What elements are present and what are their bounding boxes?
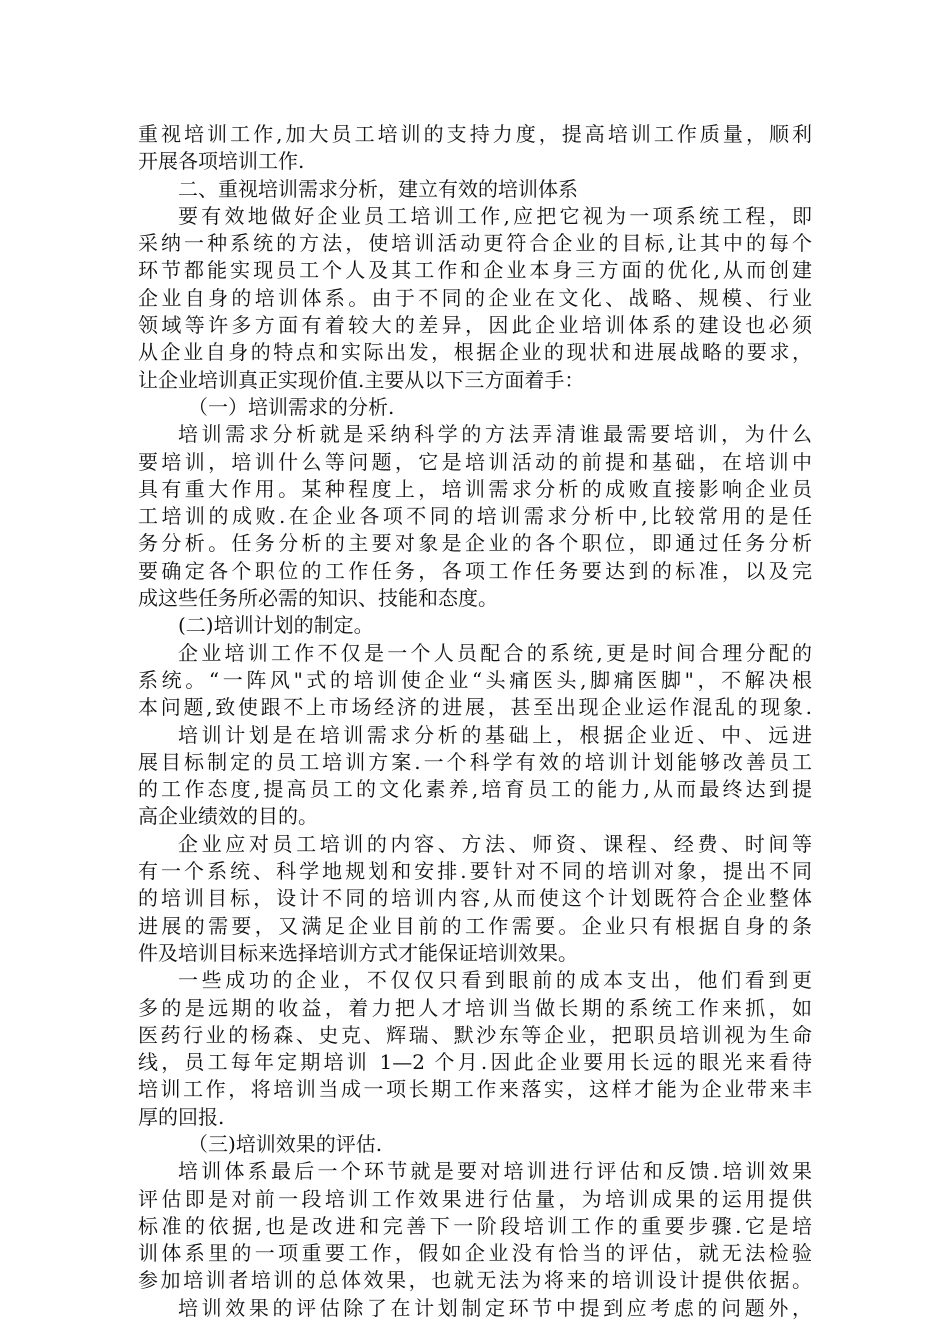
section-heading: 二、重视培训需求分析，建立有效的培训体系 [178,176,578,201]
text-line: 标准的依据,也是改进和完善下一阶段培训工作的重要步骤.它是培 [138,1213,812,1238]
section-heading: （三)培训效果的评估. [188,1131,383,1156]
text-line: 企业培训工作不仅是一个人员配合的系统,更是时间合理分配的 [178,640,812,665]
text-line: 培训工作，将培训当成一项长期工作来落实，这样才能为企业带来丰 [138,1077,812,1102]
text-line: 评估即是对前一段培训工作效果进行估量，为培训成果的运用提供 [138,1186,812,1211]
text-line: 本问题,致使跟不上市场经济的进展，甚至出现企业运作混乱的现象. [138,695,812,720]
section-heading: (二)培训计划的制定。 [178,613,374,638]
text-line: 从企业自身的特点和实际出发，根据企业的现状和进展战略的要求， [138,340,812,365]
text-line: 企业应对员工培训的内容、方法、师资、课程、经费、时间等 [178,831,812,856]
text-line: 具有重大作用。某种程度上，培训需求分析的成败直接影响企业员 [138,476,812,501]
text-line: 高企业绩效的目的。 [138,804,318,829]
text-line: 培训体系最后一个环节就是要对培训进行评估和反馈.培训效果 [178,1159,812,1184]
text-line: 要确定各个职位的工作任务，各项工作任务要达到的标准，以及完 [138,558,812,583]
text-line: 参加培训者培训的总体效果，也就无法为将来的培训设计提供依据。 [138,1268,812,1293]
text-line: 进展的需要，又满足企业目前的工作需要。企业只有根据自身的条 [138,913,812,938]
text-line: 系统。“一阵风"式的培训使企业“头痛医头,脚痛医脚"，不解决根 [138,667,812,692]
text-line: 的培训目标，设计不同的培训内容,从而使这个计划既符合企业整体 [138,886,812,911]
document-body [138,121,812,1322]
text-line: 采纳一种系统的方法，使培训活动更符合企业的目标,让其中的每个 [138,231,812,256]
text-line: 培训效果的评估除了在计划制定环节中提到应考虑的问题外， [178,1295,812,1320]
text-line: 重视培训工作,加大员工培训的支持力度，提高培训工作质量，顺利 [138,122,812,146]
text-line: 环节都能实现员工个人及其工作和企业本身三方面的优化,从而创建 [138,258,812,283]
text-line: 多的是远期的收益，着力把人才培训当做长期的系统工作来抓，如 [138,995,812,1020]
section-heading: （一）培训需求的分析. [188,394,395,419]
text-line: 要培训，培训什么等问题，它是培训活动的前提和基础，在培训中 [138,449,812,474]
text-line: 有一个系统、科学地规划和安排.要针对不同的培训对象，提出不同 [138,859,812,884]
text-line: 医药行业的杨森、史克、辉瑞、默沙东等企业，把职员培训视为生命 [138,1022,812,1047]
text-line: 件及培训目标来选择培训方式才能保证培训效果。 [138,940,578,965]
text-line: 的工作态度,提高员工的文化素养,培育员工的能力,从而最终达到提 [138,777,812,802]
text-line: 领域等许多方面有着较大的差异，因此企业培训体系的建设也必须 [138,313,812,338]
text-line: 开展各项培训工作. [138,149,305,174]
text-line: 要有效地做好企业员工培训工作,应把它视为一项系统工程，即 [178,203,812,228]
text-line: 成这些任务所必需的知识、技能和态度。 [138,586,498,611]
text-line: 线，员工每年定期培训 1—2 个月.因此企业要用长远的眼光来看待 [138,1050,812,1075]
text-line: 展目标制定的员工培训方案.一个科学有效的培训计划能够改善员工 [138,749,812,774]
text-line: 工培训的成败.在企业各项不同的培训需求分析中,比较常用的是任 [138,504,812,529]
text-line: 让企业培训真正实现价值.主要从以下三方面着手： [138,367,585,392]
text-line: 培训计划是在培训需求分析的基础上，根据企业近、中、远进 [178,722,812,747]
text-line: 务分析。任务分析的主要对象是企业的各个职位，即通过任务分析 [138,531,812,556]
text-line: 一些成功的企业，不仅仅只看到眼前的成本支出，他们看到更 [178,968,812,993]
text-line: 训体系里的一项重要工作，假如企业没有恰当的评估，就无法检验 [138,1241,812,1266]
text-line: 企业自身的培训体系。由于不同的企业在文化、战略、规模、行业 [138,285,812,310]
text-line: 厚的回报. [138,1104,225,1129]
text-line: 培训需求分析就是采纳科学的方法弄清谁最需要培训，为什么 [178,422,812,447]
